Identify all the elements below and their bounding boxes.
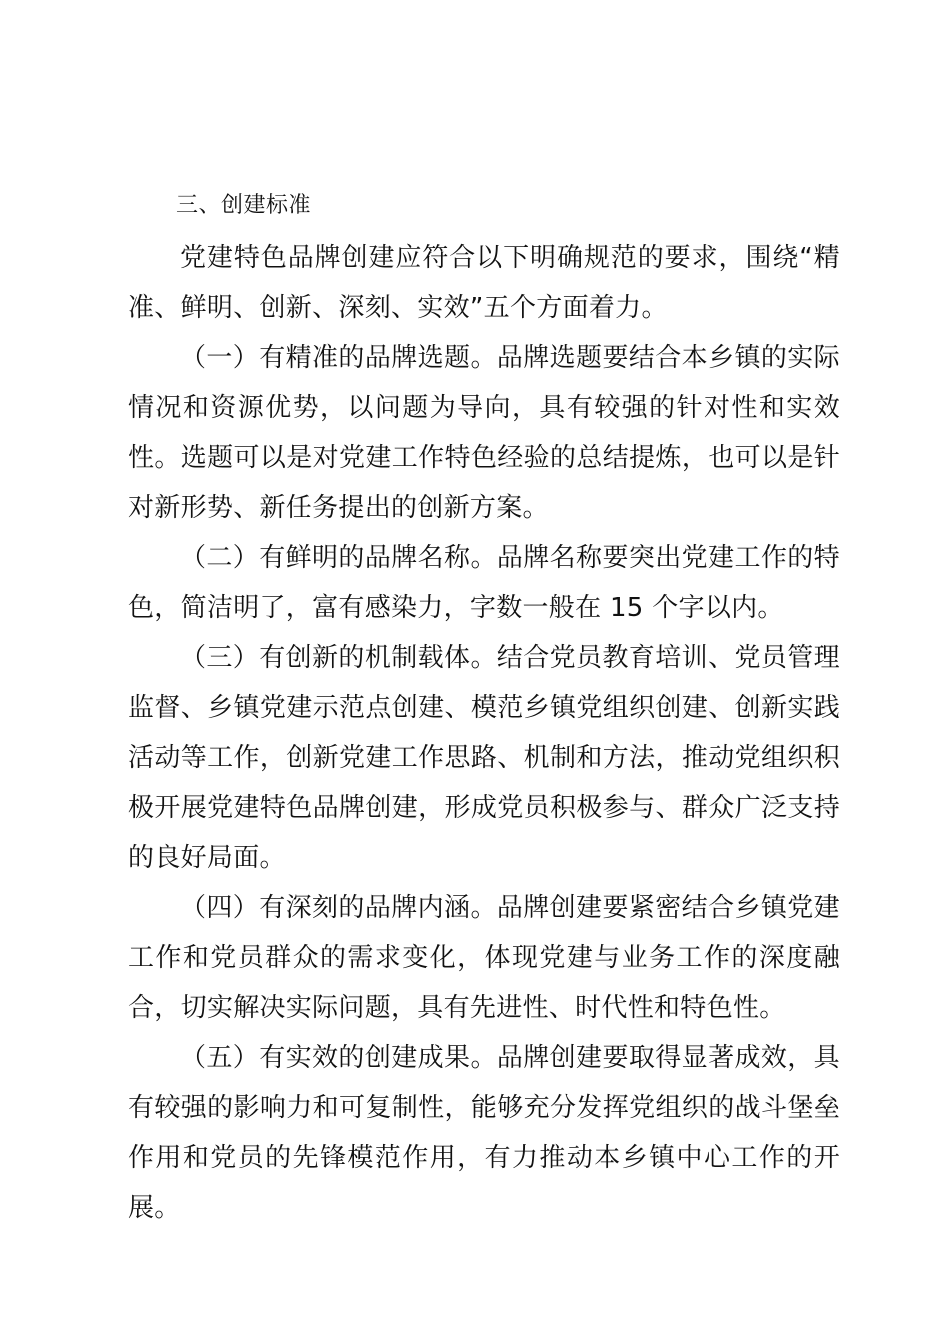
paragraph-item-3: （三）有创新的机制载体。结合党员教育培训、党员管理监督、乡镇党建示范点创建、模范乡镇党组织创建、创新实践活动等工作，创新党建工作思路、机制和方法，推动党组织积极开展党建特色品牌创建，形成党员积极参与、群众广泛支持的良好局面。 (128, 643, 840, 873)
paragraph-item-5: （五）有实效的创建成果。品牌创建要取得显著成效，具有较强的影响力和可复制性，能够充分发挥党组织的战斗堡垒作用和党员的先锋模范作用，有力推动本乡镇中心工作的开展。 (128, 1043, 840, 1223)
paragraph-item-4: （四）有深刻的品牌内涵。品牌创建要紧密结合乡镇党建工作和党员群众的需求变化，体现党建与业务工作的深度融合，切实解决实际问题，具有先进性、时代性和特色性。 (128, 893, 840, 1023)
document-body (128, 183, 840, 1233)
paragraph-intro: 党建特色品牌创建应符合以下明确规范的要求，围绕“精准、鲜明、创新、深刻、实效”五个方面着力。 (128, 243, 840, 323)
section-heading: 三、创建标准 (176, 193, 312, 218)
paragraph-item-1: （一）有精准的品牌选题。品牌选题要结合本乡镇的实际情况和资源优势，以问题为导向，具有较强的针对性和实效性。选题可以是对党建工作特色经验的总结提炼，也可以是针对新形势、新任务提出的创新方案。 (128, 343, 840, 523)
paragraph-item-2: （二）有鲜明的品牌名称。品牌名称要突出党建工作的特色，简洁明了，富有感染力，字数一般在 15 个字以内。 (128, 543, 840, 623)
